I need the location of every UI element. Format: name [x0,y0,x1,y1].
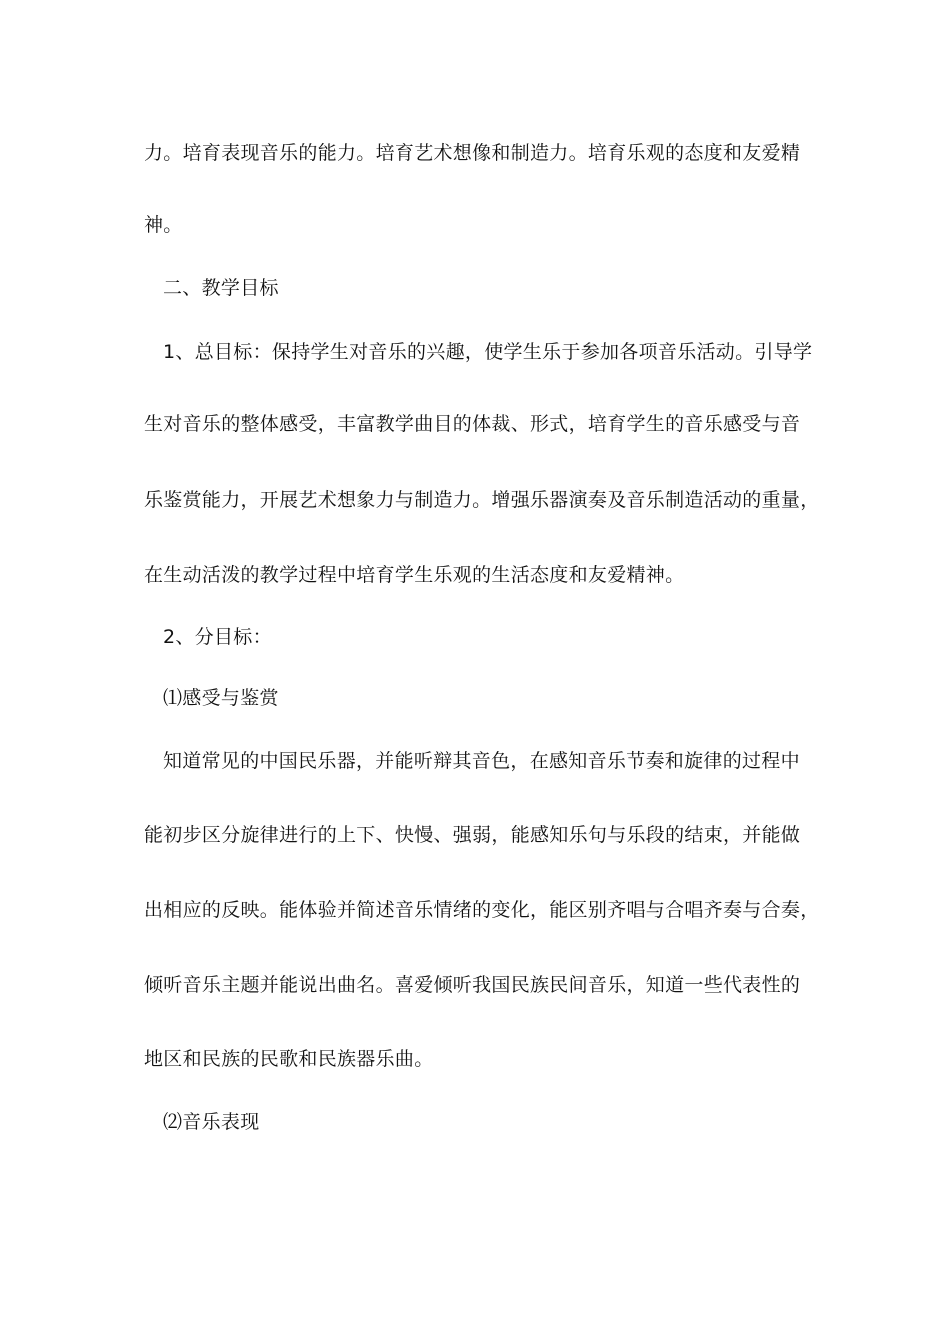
paragraph-line: 倾听音乐主题并能说出曲名。喜爱倾听我国民族民间音乐，知道一些代表性的 [144,974,801,996]
paragraph-line: 乐鉴赏能力，开展艺术想象力与制造力。增强乐器演奏及音乐制造活动的重量， [144,489,820,511]
paragraph-line: 1、总目标：保持学生对音乐的兴趣，使学生乐于参加各项音乐活动。引导学 [163,341,813,363]
paragraph-line: 能初步区分旋律进行的上下、快慢、强弱，能感知乐句与乐段的结束，并能做 [144,824,801,846]
section-heading: 二、教学目标 [163,277,279,299]
paragraph-line: 力。培育表现音乐的能力。培育艺术想像和制造力。培育乐观的态度和友爱精 [144,142,801,164]
paragraph-line: 神。 [144,214,183,236]
paragraph-line: 知道常见的中国民乐器，并能听辩其音色，在感知音乐节奏和旋律的过程中 [163,750,800,772]
subheading: 2、分目标： [163,626,272,648]
paragraph-line: 在生动活泼的教学过程中培育学生乐观的生活态度和友爱精神。 [144,564,685,586]
paragraph-line: 生对音乐的整体感受，丰富教学曲目的体裁、形式，培育学生的音乐感受与音 [144,413,801,435]
paragraph-line: 地区和民族的民歌和民族器乐曲。 [144,1048,434,1070]
subheading: ⑴感受与鉴赏 [163,687,279,709]
paragraph-line: 出相应的反映。能体验并简述音乐情绪的变化，能区别齐唱与合唱齐奏与合奏， [144,899,820,921]
subheading: ⑵音乐表现 [163,1111,260,1133]
